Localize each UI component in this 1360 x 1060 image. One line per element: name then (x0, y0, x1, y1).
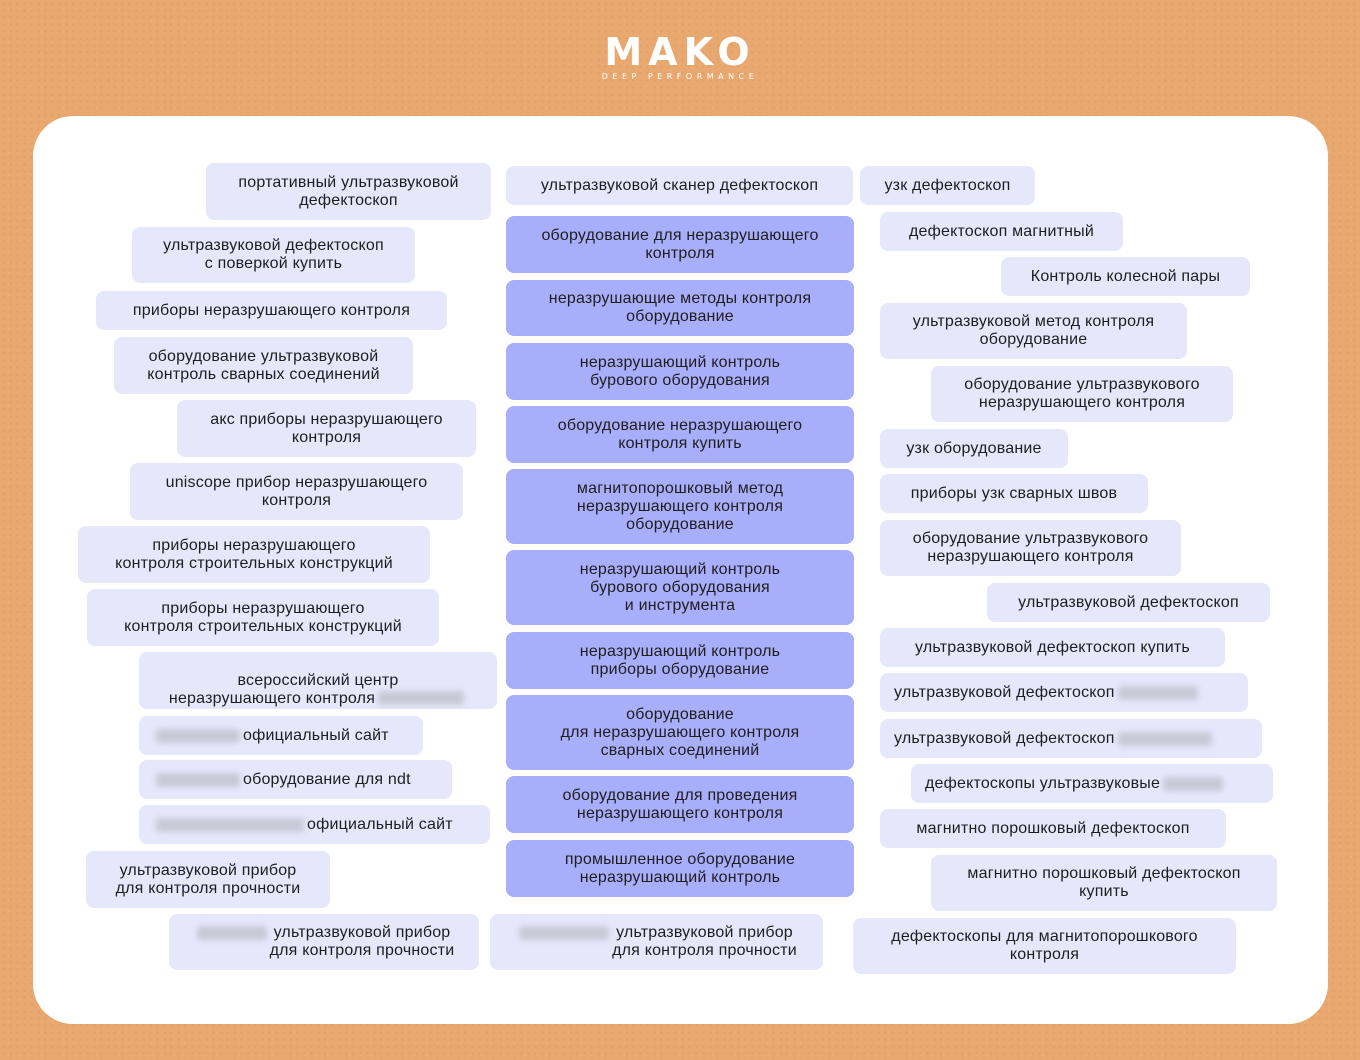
keyword-chip: приборы неразрушающего контроля строительных конструкций (78, 526, 430, 583)
keyword-chip: дефектоскопы для магнитопорошкового контроля (853, 918, 1236, 974)
brand-name: MAKO (604, 30, 756, 74)
keyword-chip-highlighted: магнитопорошковый метод неразрушающего контроля оборудование (506, 469, 854, 544)
brand-tagline: DEEP PERFORMANCE (601, 72, 759, 81)
brand-logo (0, 32, 1360, 82)
keyword-chip: дефектоскоп магнитный (880, 212, 1123, 251)
redacted-text (1118, 732, 1212, 746)
keyword-chip: ультразвуковой прибор для контроля прочности (490, 914, 823, 970)
keyword-chip: оборудование для ndt (139, 760, 452, 799)
keyword-chip-highlighted: оборудование для неразрушающего контроля сварных соединений (506, 695, 854, 770)
keyword-chip: ультразвуковой дефектоскоп купить (880, 628, 1225, 667)
keyword-chip: приборы неразрушающего контроля (96, 291, 447, 330)
keyword-chip: официальный сайт (139, 716, 423, 755)
redacted-text (1163, 777, 1223, 791)
keyword-chip: ультразвуковой прибор для контроля прочности (86, 851, 330, 908)
keyword-chip: официальный сайт (139, 805, 490, 844)
keyword-chip-highlighted: неразрушающий контроль бурового оборудования (506, 343, 854, 400)
keyword-chip-highlighted: неразрушающий контроль бурового оборудования и инструмента (506, 550, 854, 625)
keyword-chip-highlighted: неразрушающий контроль приборы оборудование (506, 632, 854, 689)
keyword-chip: ультразвуковой дефектоскоп (987, 583, 1270, 622)
keyword-chip: ультразвуковой прибор для контроля прочности (169, 914, 479, 970)
keyword-chip: магнитно порошковый дефектоскоп (880, 809, 1226, 848)
redacted-text (1118, 686, 1198, 700)
redacted-text (197, 926, 267, 940)
keyword-chip: uniscope прибор неразрушающего контроля (130, 463, 463, 520)
redacted-text (156, 773, 240, 787)
keyword-chip-highlighted: оборудование для проведения неразрушающего контроля (506, 776, 854, 833)
keyword-chip-highlighted: оборудование для неразрушающего контроля (506, 216, 854, 273)
keyword-chip: оборудование ультразвуковой контроль сварных соединений (114, 337, 413, 394)
keyword-chip-highlighted: оборудование неразрушающего контроля купить (506, 406, 854, 463)
keyword-chip: дефектоскопы ультразвуковые (911, 764, 1273, 803)
keyword-chip: акс приборы неразрушающего контроля (177, 400, 476, 457)
keyword-chip: узк оборудование (880, 429, 1068, 468)
keyword-chip: портативный ультразвуковой дефектоскоп (206, 163, 491, 220)
keyword-chip-highlighted: неразрушающие методы контроля оборудование (506, 280, 854, 336)
keyword-chip: ультразвуковой дефектоскоп (880, 673, 1248, 712)
keyword-chip: магнитно порошковый дефектоскоп купить (931, 855, 1277, 911)
keyword-chip: узк дефектоскоп (860, 166, 1035, 205)
redacted-text (519, 926, 609, 940)
keyword-chip: всероссийский центр неразрушающего контроля (139, 652, 497, 709)
keyword-chip: приборы неразрушающего контроля строительных конструкций (87, 589, 439, 646)
redacted-text (156, 729, 240, 743)
redacted-text (378, 691, 464, 705)
keyword-chip: ультразвуковой дефектоскоп (880, 719, 1262, 758)
keyword-chip: оборудование ультразвукового неразрушающего контроля (931, 366, 1233, 422)
keyword-chip: Контроль колесной пары (1001, 257, 1250, 296)
keyword-chip: ультразвуковой метод контроля оборудование (880, 303, 1187, 359)
redacted-text (156, 818, 304, 832)
keyword-chip: ультразвуковой дефектоскоп с поверкой купить (132, 227, 415, 283)
keyword-chip-highlighted: промышленное оборудование неразрушающий контроль (506, 840, 854, 897)
keyword-chip: оборудование ультразвукового неразрушающего контроля (880, 520, 1181, 576)
keyword-chip: ультразвуковой сканер дефектоскоп (506, 166, 853, 205)
keyword-chip: приборы узк сварных швов (880, 474, 1148, 513)
